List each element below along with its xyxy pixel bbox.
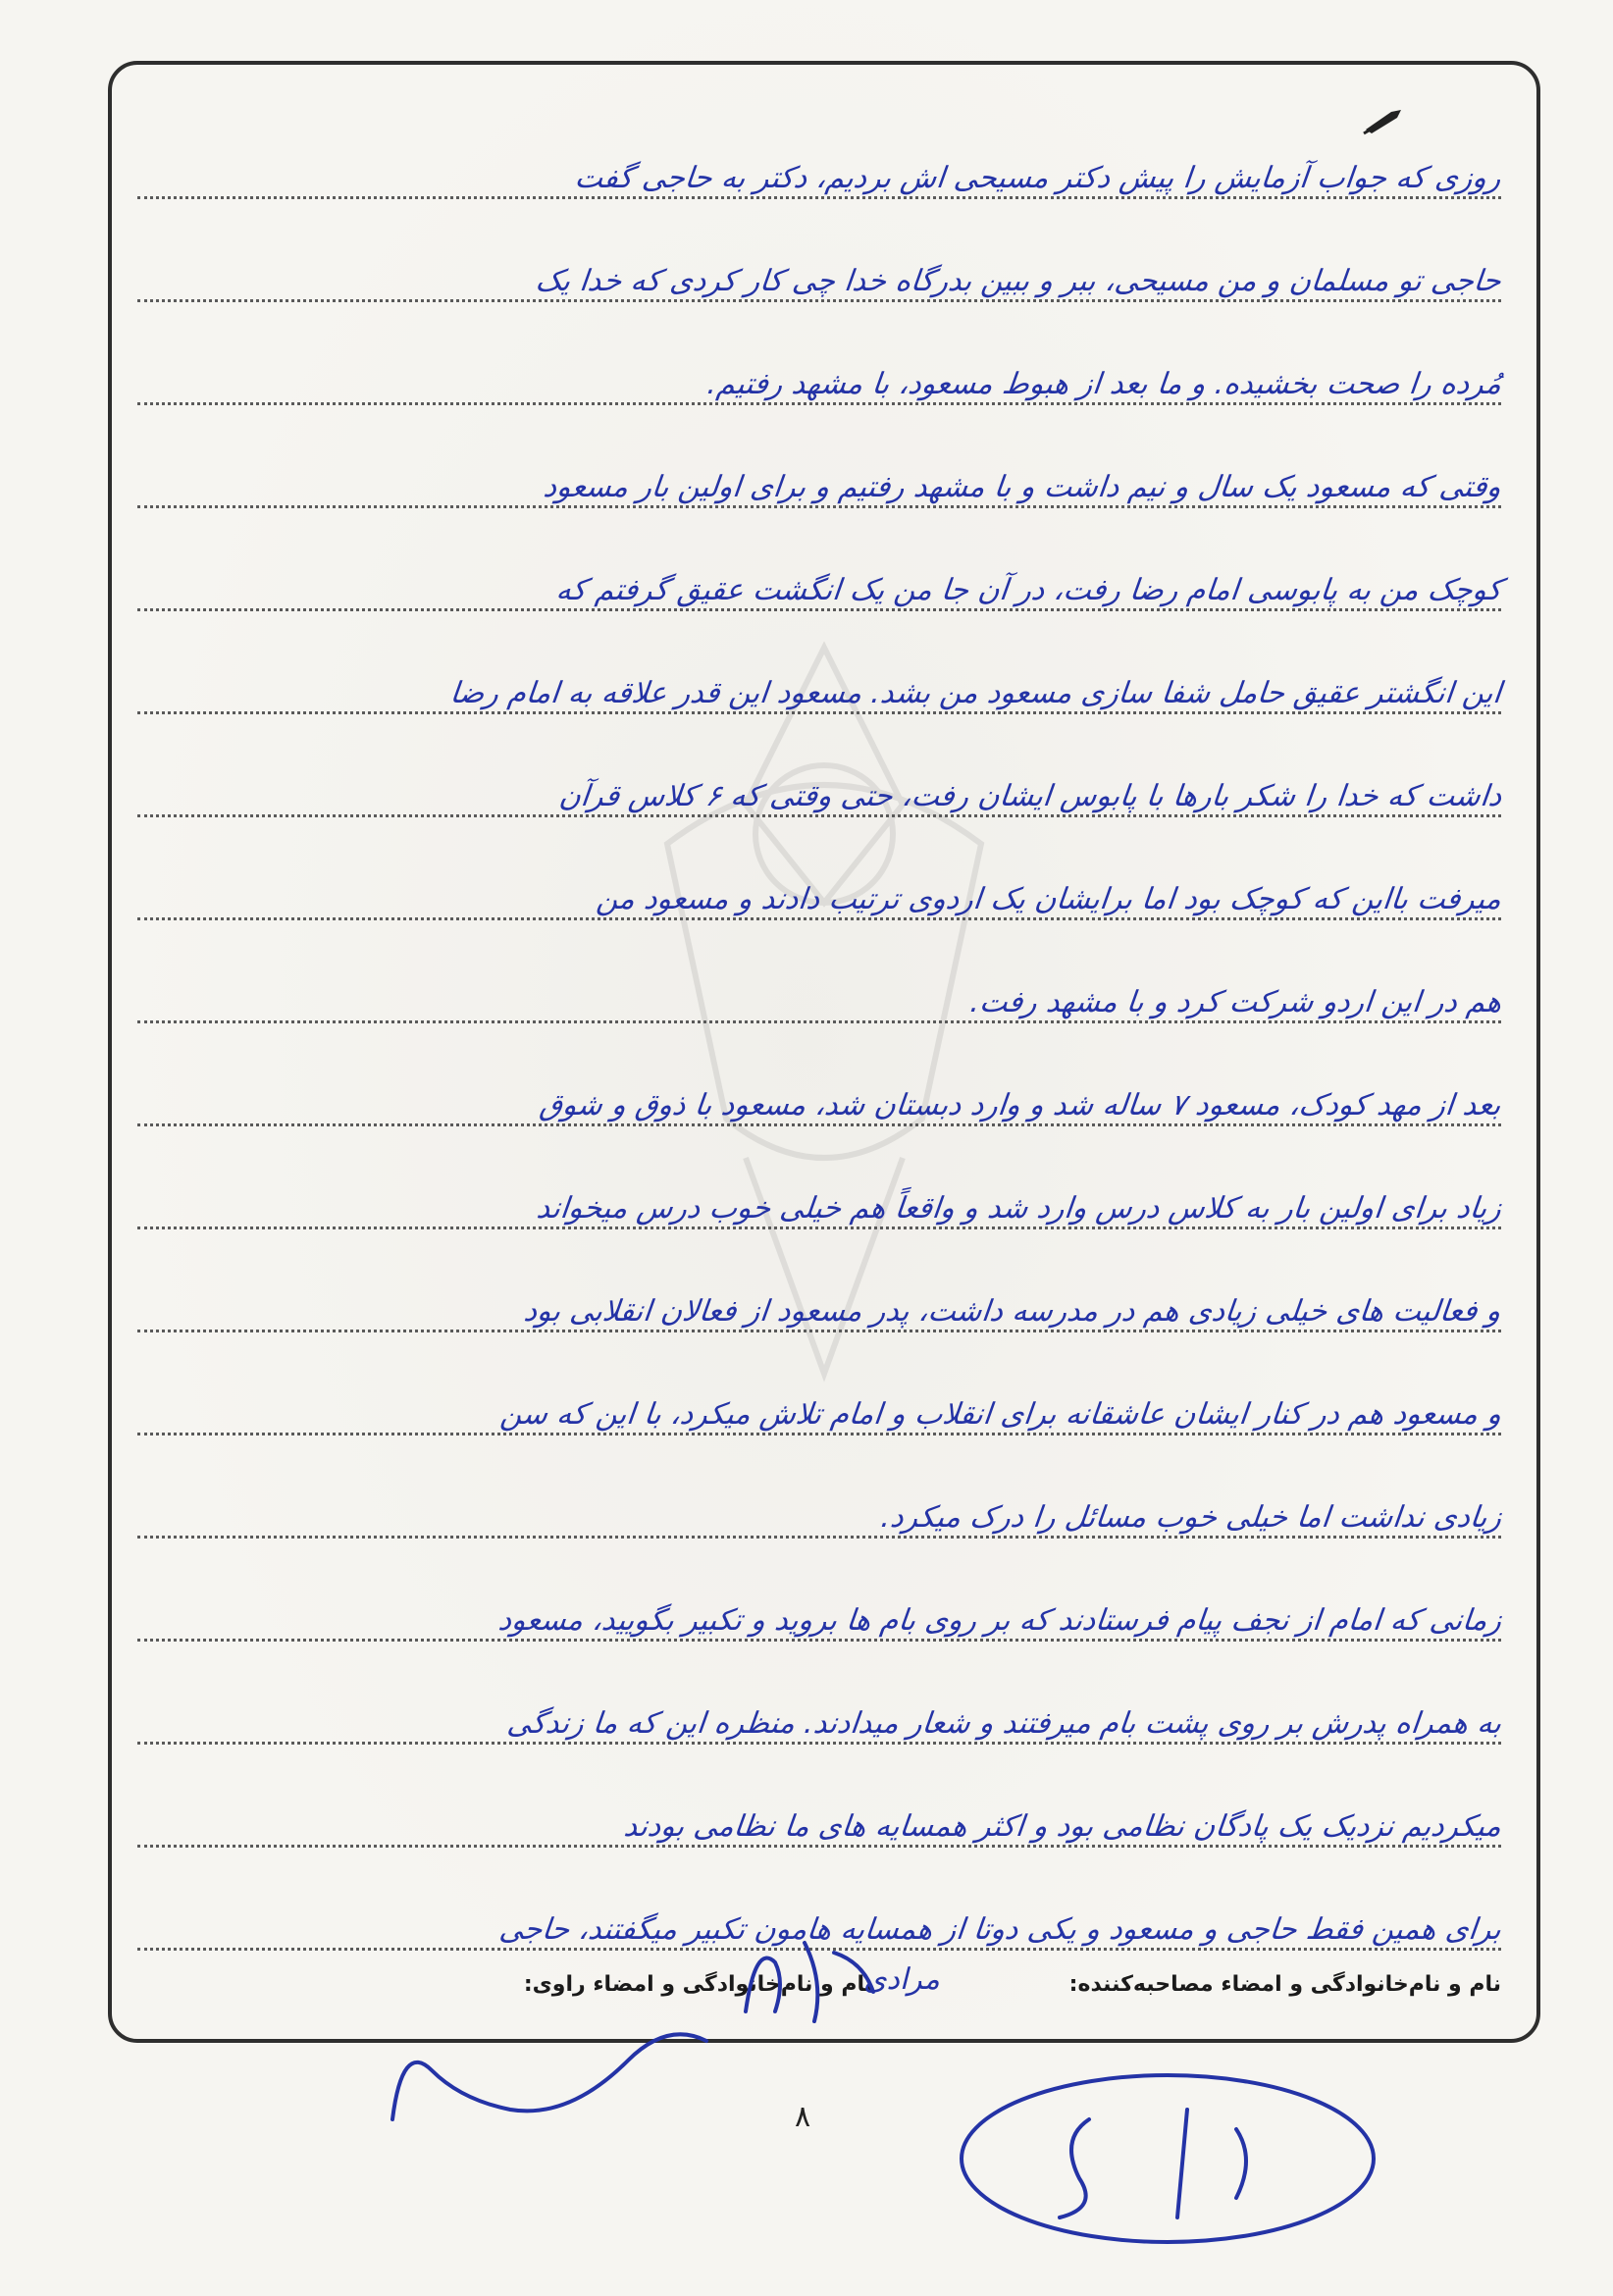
text-line (137, 1251, 1501, 1354)
page-number: ۸ (795, 2100, 811, 2134)
line-text: میکردیم نزدیک یک پادگان نظامی بود و اکثر همسایه های ما نظامی بودند (622, 1809, 1503, 1844)
text-line (137, 1354, 1501, 1457)
text-line (137, 1148, 1501, 1251)
text-line (137, 1045, 1501, 1148)
narrator-label: نام و نام‌خانوادگی و امضاء راوی: (523, 1972, 873, 1997)
line-text: مُرده را صحت بخشیده. و ما بعد از هبوط مسعود، با مشهد رفتیم. (704, 367, 1503, 401)
text-line (137, 633, 1501, 736)
text-line (137, 1560, 1501, 1663)
line-text: روزی که جواب آزمایش را پیش دکتر مسیحی اش بردیم، دکتر به حاجی گفت (573, 161, 1503, 195)
line-text: میرفت بااین که کوچک بود اما برایشان یک اردوی ترتیب دادند و مسعود من (595, 882, 1503, 916)
text-line (137, 530, 1501, 633)
handwritten-text-block (137, 118, 1501, 1972)
interviewer-handwritten-name: مرادی (863, 1962, 940, 1997)
text-line (137, 427, 1501, 530)
text-line (137, 736, 1501, 839)
large-signature (942, 2051, 1393, 2276)
text-line (137, 839, 1501, 942)
line-text: کوچک من به پابوسی امام رضا رفت، در آن جا من یک انگشت عقیق گرفتم که (553, 573, 1503, 607)
text-line (137, 1663, 1501, 1766)
interviewer-label: نام و نام‌خانوادگی و امضاء مصاحبه‌کننده: (1068, 1972, 1501, 1997)
line-text: زیاد برای اولین بار به کلاس درس وارد شد و واقعاً هم خیلی خوب درس میخواند (535, 1191, 1503, 1226)
text-line (137, 324, 1501, 427)
line-text: و مسعود هم در کنار ایشان عاشقانه برای انقلاب و امام تلاش میکرد، با این که سن (497, 1397, 1503, 1432)
line-text: زیادی نداشت اما خیلی خوب مسائل را درک میکرد. (878, 1500, 1503, 1535)
line-text: داشت که خدا را شکر بارها با پابوس ایشان رفت، حتی وقتی که ۶ کلاس قرآن (556, 779, 1503, 813)
line-text: برای همین فقط حاجی و مسعود و یکی دوتا از همسایه هامون تکبیر میگفتند، حاجی (497, 1912, 1503, 1947)
text-line (137, 942, 1501, 1045)
line-text: وقتی که مسعود یک سال و نیم داشت و با مشهد رفتیم و برای اولین بار مسعود (542, 470, 1503, 504)
text-line (137, 118, 1501, 221)
text-line (137, 1766, 1501, 1869)
text-line (137, 1457, 1501, 1560)
line-text: این انگشتر عقیق حامل شفا سازی مسعود من بشد. مسعود این قدر علاقه به امام رضا (448, 676, 1503, 710)
line-text: هم در این اردو شرکت کرد و با مشهد رفت. (967, 985, 1503, 1019)
text-line (137, 221, 1501, 324)
line-text: و فعالیت های خیلی زیادی هم در مدرسه داشت، پدر مسعود از فعالان انقلابی بود (522, 1294, 1503, 1329)
line-text: حاجی تو مسلمان و من مسیحی، ببر و ببین بدرگاه خدا چی کار کردی که خدا یک (534, 264, 1503, 298)
line-text: بعد از مهد کودک، مسعود ۷ ساله شد و وارد دبستان شد، مسعود با ذوق و شوق (538, 1088, 1503, 1122)
line-text: به همراه پدرش بر روی پشت بام میرفتند و شعار میدادند. منظره این که ما زندگی (504, 1706, 1503, 1741)
narrator-signature (373, 2002, 785, 2159)
line-text: زمانی که امام از نجف پیام فرستادند که بر روی بام ها بروید و تکبیر بگویید، مسعود (495, 1603, 1503, 1638)
